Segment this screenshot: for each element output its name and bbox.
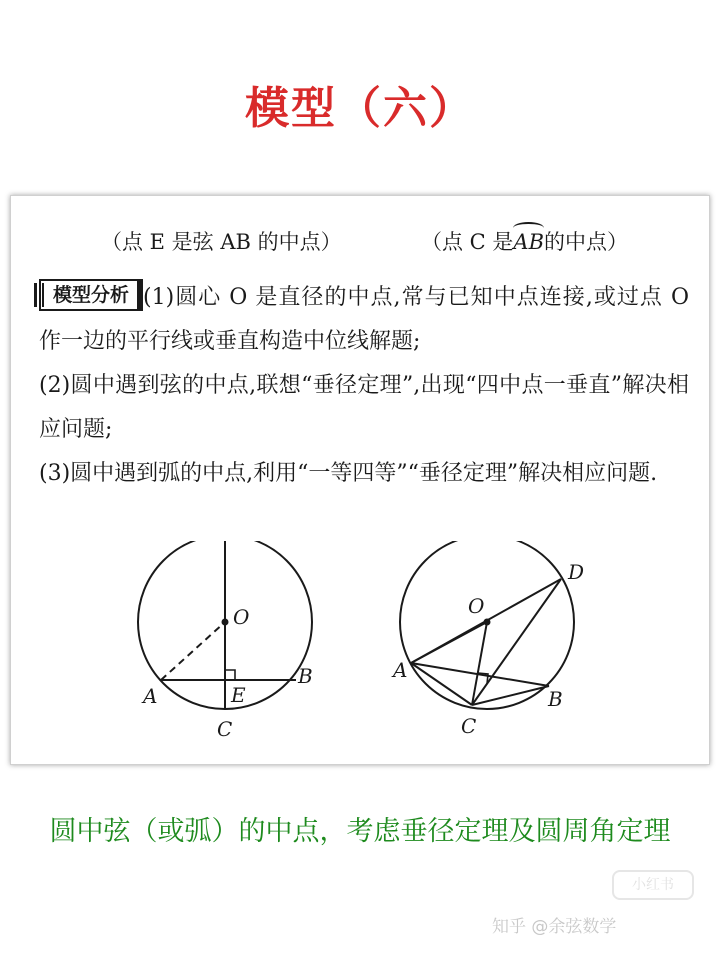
left-label-a: A bbox=[143, 684, 158, 708]
watermark-text: 知乎 @余弦数学 bbox=[492, 917, 617, 937]
right-segment-ac bbox=[411, 663, 472, 705]
content-card bbox=[10, 195, 710, 765]
left-label-e: E bbox=[231, 683, 246, 707]
left-label-c: C bbox=[217, 717, 233, 741]
right-label-o: O bbox=[468, 594, 485, 618]
figures bbox=[11, 541, 711, 756]
analysis-paragraph-3: (3)圆中遇到弧的中点,利用“一等四等”“垂径定理”解决相应问题. bbox=[39, 461, 658, 486]
summary-line: 圆中弦（或弧）的中点，考虑垂径定理及圆周角定理 bbox=[49, 816, 671, 847]
page-title: 模型（六） bbox=[245, 83, 475, 134]
left-center-dot bbox=[223, 620, 228, 625]
model-analysis bbox=[39, 276, 689, 496]
right-chord-ab bbox=[411, 663, 549, 686]
left-label-b: B bbox=[298, 664, 313, 688]
summary-text bbox=[0, 812, 720, 852]
right-label-a: A bbox=[393, 658, 408, 682]
caption-right-prefix: （点 C 是 bbox=[421, 230, 514, 254]
analysis-paragraph-1 bbox=[39, 276, 689, 364]
right-label-d: D bbox=[568, 560, 585, 584]
right-label-b: B bbox=[548, 687, 563, 711]
analysis-text-1: (1)圆心 O 是直径的中点,常与已知中点连接,或过点 O 作一边的平行线或垂直构造中位线解题; bbox=[39, 285, 689, 354]
analysis-paragraph-2: (2)圆中遇到弦的中点,联想“垂径定理”,出现“四中点一垂直”解决相应问题; bbox=[39, 373, 689, 442]
arc-ab-label: AB bbox=[513, 230, 545, 254]
left-dashed-oa bbox=[161, 622, 225, 680]
caption-left: （点 E 是弦 AB 的中点） bbox=[101, 230, 342, 254]
left-right-angle-mark bbox=[225, 670, 235, 680]
caption-right bbox=[421, 226, 628, 256]
figure-left bbox=[138, 541, 312, 709]
right-label-c: C bbox=[461, 714, 477, 738]
right-center-dot bbox=[485, 620, 490, 625]
geometry-figures bbox=[11, 541, 711, 756]
right-segment-oc bbox=[472, 622, 487, 705]
left-label-o: O bbox=[233, 605, 250, 629]
watermark-logo: 小红书 bbox=[612, 870, 694, 900]
analysis-badge: 模型分析 bbox=[39, 279, 139, 311]
figure-right bbox=[400, 541, 574, 709]
caption-right-suffix: 的中点） bbox=[544, 230, 629, 254]
